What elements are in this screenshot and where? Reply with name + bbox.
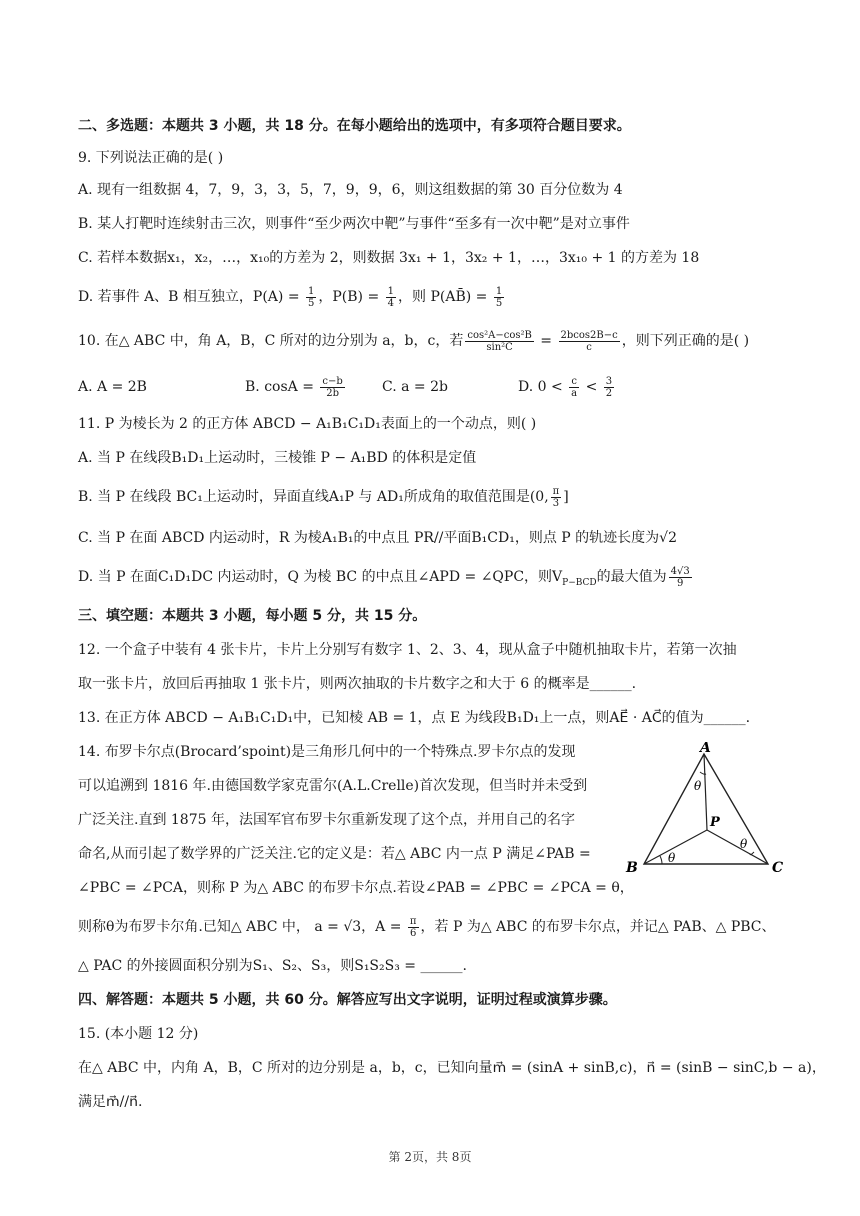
q14-line-7: △ PAC 的外接圆面积分别为S₁、S₂、S₃，则S₁S₂S₃ = ______. xyxy=(78,958,467,974)
label-theta-a: θ xyxy=(694,779,702,793)
q13-text: 13. 在正方体 ABCD − A₁B₁C₁D₁中，已知棱 AB = 1，点 E 为线段B₁D₁上一点，则AE⃗ · AC⃗的值为______. xyxy=(78,710,751,726)
page-footer: 第 2页，共 8页 xyxy=(388,1150,472,1164)
q15-line-2: 满足m⃗//n⃗. xyxy=(78,1094,143,1110)
q9-option-d: D. 若事件 A、B 相互独立，P(A) = $\frac{1}{5}$ ，P(B) = $\frac{1}{4}$ ，则 P(AB̄) = $\frac{1}{5}$ xyxy=(78,285,503,309)
q11-stem: 11. P 为棱长为 2 的正方体 ABCD − A₁B₁C₁D₁表面上的一个动点，则( ) xyxy=(78,416,537,432)
q10-option-a: A. A = 2B xyxy=(78,379,147,395)
fraction: $\frac{4√3}{9}$ xyxy=(670,565,690,589)
fraction: $\frac{c}{a}$ xyxy=(571,375,578,399)
section-heading-fill-in: 三、填空题：本题共 3 小题，每小题 5 分，共 15 分。 xyxy=(78,608,427,624)
q9-stem: 9. 下列说法正确的是( ) xyxy=(78,150,224,166)
fraction: $\frac{\text{cos²A−cos²B}}{\text{sin²C}}$ xyxy=(467,329,532,353)
q14-line-5: ∠PBC = ∠PCA，则称 P 为△ ABC 的布罗卡尔点.若设∠PAB = ∠PBC = ∠PCA = θ， xyxy=(78,880,634,896)
q11-option-c: C. 当 P 在面 ABCD 内运动时，R 为棱A₁B₁的中点且 PR//平面B₁CD₁，则点 P 的轨迹长度为√2 xyxy=(78,530,677,546)
q10-option-c: C. a = 2b xyxy=(382,379,448,395)
label-c: C xyxy=(772,860,784,876)
angle-arc-b xyxy=(660,856,662,864)
fraction: $\frac{\pi}{3}$ xyxy=(552,485,560,509)
q12-line-2: 取一张卡片，放回后再抽取 1 张卡片，则两次抽取的卡片数字之和大于 6 的概率是______. xyxy=(78,676,637,692)
fraction: $\frac{2bcos2B-c}{c}$ xyxy=(560,329,618,353)
q14-line-2: 可以追溯到 1816 年.由德国数学家克雷尔(A.L.Crelle)首次发现，但当时并未受到 xyxy=(78,778,588,794)
label-a: A xyxy=(700,742,711,756)
q9-option-c: C. 若样本数据x₁，x₂，…，x₁₀的方差为 2，则数据 3x₁ + 1，3x₂ + 1，…，3x₁₀ + 1 的方差为 18 xyxy=(78,250,700,266)
q10-stem: 10. 在△ ABC 中，角 A，B，C 所对的边分别为 a，b，c，若 $\frac{\text{cos²A−cos²B}}{\text{sin²C}}$ = $\frac{2bcos2B-c}{c}$ ，则下列正确的是( ) xyxy=(78,329,750,353)
label-p: P xyxy=(710,815,720,830)
brocard-triangle-figure xyxy=(622,742,792,882)
q10-option-d: D. 0 < $\frac{c}{a}$ < $\frac{3}{2}$ xyxy=(518,375,613,399)
q10-option-b: B. cosA = $\frac{c-b}{2b}$ xyxy=(245,375,343,399)
fraction: $\frac{\pi}{6}$ xyxy=(409,915,417,939)
q12-line-1: 12. 一个盒子中装有 4 张卡片，卡片上分别写有数字 1、2、3、4，现从盒子中随机抽取卡片，若第一次抽 xyxy=(78,642,737,658)
q14-line-6: 则称θ为布罗卡尔角.已知△ ABC 中， a = √3，A = $\frac{\pi}{6}$ ，若 P 为△ ABC 的布罗卡尔点，并记△ PAB、△ PBC、 xyxy=(78,915,776,939)
segment-ap xyxy=(704,754,707,830)
q11-option-d: D. 当 P 在面C₁D₁DC 内运动时，Q 为棱 BC 的中点且∠APD = ∠QPC，则$V_{P-BCD}$的最大值为 $\frac{4√3}{9}$ xyxy=(78,565,690,589)
fraction: $\frac{c-b}{2b}$ xyxy=(322,375,343,399)
label-b: B xyxy=(626,860,638,876)
q15-title: 15. (本小题 12 分) xyxy=(78,1026,199,1042)
q14-line-4: 命名,从而引起了数学界的广泛关注.它的定义是：若△ ABC 内一点 P 满足∠PAB = xyxy=(78,846,591,862)
section-heading-solutions: 四、解答题：本题共 5 小题，共 60 分。解答应写出文字说明，证明过程或演算步骤。 xyxy=(78,992,617,1008)
q9-option-b: B. 某人打靶时连续射击三次，则事件“至少两次中靶”与事件“至多有一次中靶”是对立事件 xyxy=(78,216,630,232)
section-heading-multiple-choice: 二、多选题：本题共 3 小题，共 18 分。在每小题给出的选项中，有多项符合题目要求。 xyxy=(78,118,631,134)
q14-line-1: 14. 布罗卡尔点(Brocard’spoint)是三角形几何中的一个特殊点.罗卡尔点的发现 xyxy=(78,744,576,760)
label-theta-c: θ xyxy=(740,837,748,851)
fraction: $\frac{1}{4}$ xyxy=(387,285,395,309)
q14-line-3: 广泛关注.直到 1875 年，法国军官布罗卡尔重新发现了这个点，并用自己的名字 xyxy=(78,812,575,828)
fraction: $\frac{3}{2}$ xyxy=(605,375,613,399)
label-theta-b: θ xyxy=(668,851,676,865)
q11-option-b: B. 当 P 在线段 BC₁上运动时，异面直线A₁P 与 AD₁所成角的取值范围是(0, $\frac{\pi}{3}$ ] xyxy=(78,485,569,509)
angle-arc-c xyxy=(750,852,754,855)
q15-line-1: 在△ ABC 中，内角 A，B，C 所对的边分别是 a，b，c，已知向量m⃗ = (sinA + sinB,c)，n⃗ = (sinB − sinC,b − a)， xyxy=(78,1060,826,1076)
q9-option-a: A. 现有一组数据 4，7，9，3，3，5，7，9，9，6，则这组数据的第 30 百分位数为 4 xyxy=(78,182,623,198)
fraction: $\frac{1}{5}$ xyxy=(495,285,503,309)
fraction: $\frac{1}{5}$ xyxy=(308,285,315,309)
q11-option-a: A. 当 P 在线段B₁D₁上运动时，三棱锥 P − A₁BD 的体积是定值 xyxy=(78,450,477,466)
